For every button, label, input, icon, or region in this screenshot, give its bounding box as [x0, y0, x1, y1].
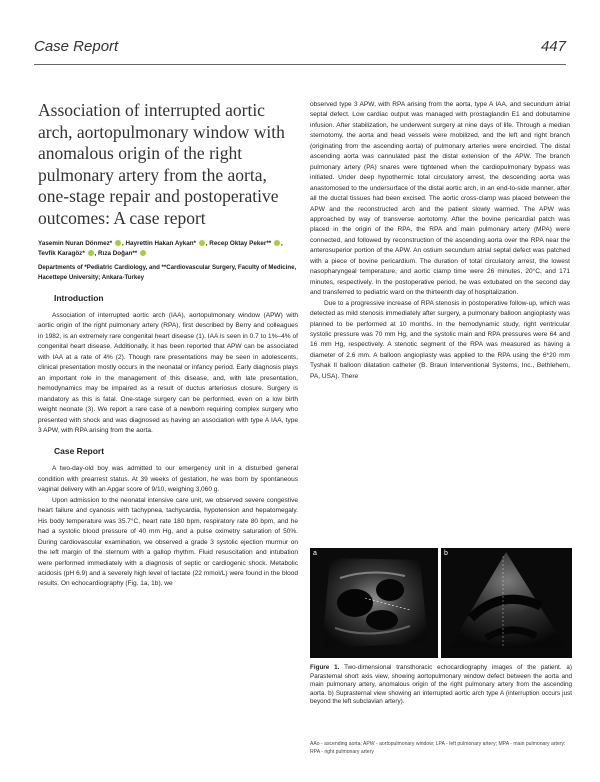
author: Rıza Doğan** — [98, 250, 138, 257]
echo-image-b-graphic — [441, 548, 572, 658]
case-report-heading: Case Report — [54, 446, 105, 457]
orcid-icon[interactable] — [140, 250, 146, 256]
figure-caption-text: Two-dimensional transthoracic echocardiography images of the patient. a) Parasternal short axis view, showing aortopulmonary window defect between the aorta and main pulmonary artery, anomalous origin of the right pulmonary artery from the ascending aorta. b) Suprasternal view showing an interrupted aortic arch type A (interruption occurs just beyond the left subclavian artery). — [310, 664, 572, 706]
figure-label: Figure 1. — [310, 664, 340, 671]
left-column — [38, 100, 298, 590]
author: Hayrettin Hakan Aykan* — [125, 240, 197, 247]
case-paragraph: Due to a progressive increase of RPA stenosis in postoperative follow-up, which was detected as mild stenosis immediately after surgery, a pulmonary balloon angioplasty was planned to be performed at 10 months. In the hemodynamic study, right ventricular systolic pressure was 70 mm Hg, and the systolic main and RPA pressures were 64 and 16 mm Hg, respectively. A stenotic segment of the RPA was measured as having a diameter of 2.6 mm. A balloon angioplasty was applied to the RPA using the 6*20 mm Tyshak II balloon dilatation catheter (B. Braun Interventional Systems, Inc., Bethlehem, PA, USA). There — [310, 299, 570, 380]
page-number: 447 — [540, 38, 566, 55]
article-title: Association of interrupted aortic arch, aortopulmonary window with anomalous origin of the right pulmonary artery from the aorta, one-stage repair and postoperative outcomes: A case report — [38, 100, 285, 228]
echo-image-suprasternal — [441, 548, 572, 658]
author: Recep Oktay Peker** — [209, 240, 272, 247]
echo-image-a-graphic — [310, 548, 438, 658]
case-paragraph: A two-day-old boy was admitted to our emergency unit in a disturbed general condition with prearrest status. At 39 weeks of gestation, he was born by spontaneous vaginal delivery with an Apgar score of 9/10, weighing 3,060 g. — [38, 465, 298, 494]
case-paragraph: Upon admission to the neonatal intensive care unit, we observed severe congestive heart failure and cyanosis with tachypnea, tachycardia, hypotension and hepatomegaly. His body temperature was 35.7°C, heart rate 180 bpm, respiratory rate 80 bpm, and he had a systolic blood pressure of 40 mm Hg, and a pulse oximetry saturation of 50%. During cardiovascular examination, we observed a grade 3 systolic ejection murmur on the left margin of the sternum with a gallop rhythm. Fluid resuscitation and intubation were performed immediately with a diagnosis of septic or cardiogenic shock. Metabolic acidosis (pH 6.9) and a severely high level of lactate (22 mmol/L) were found in the blood results. On echocardiography (Fig. 1a, 1b), we — [38, 496, 298, 588]
panel-letter-b: b — [444, 550, 448, 557]
affiliation: Departments of *Pediatric Cardiology, and **Cardiovascular Surgery, Faculty of Medicine, Hacettepe University; Ankara-Turkey — [38, 264, 297, 281]
header-rule — [34, 64, 566, 65]
orcid-icon[interactable] — [115, 240, 121, 246]
panel-letter-a: a — [313, 550, 317, 557]
author-list: Yasemin Nuran Dönmez* , Hayrettin Hakan Aykan* , Recep Oktay Peker** , Tevfik Karagöz* , Rıza Doğan** — [38, 240, 283, 257]
section-label: Case Report — [34, 38, 119, 55]
figure-caption — [310, 664, 572, 707]
orcid-icon[interactable] — [199, 240, 205, 246]
right-column — [310, 100, 570, 382]
introduction-heading: Introduction — [54, 293, 104, 303]
author: Tevfik Karagöz* — [38, 250, 85, 257]
case-paragraph-continued: observed type 3 APW, with RPA arising from the aorta, type A IAA, and secundum atrial septal defect. Low cardiac output was managed with prostaglandin E1 and dobutamine infusion. After stabilization, he underwent surgery at nine days of life. Through a median sternotomy, the aorta and head vessels were mobilized, and the left and right branch (originating from the ascending aorta) of pulmonary arteries were encircled. The distal ascending aorta was cannulated past the distal extension of the APW. The branch pulmonary artery (PA) snares were tightened when the cardiopulmonary bypass was initiated. Under deep hypothermic total circulatory arrest, the descending aorta was anastomosed to the undersurface of the distal aortic arch, in an end-to-side manner, after all the ductal tissues had been excised. The aortic cross-clamp was placed between the APW and the reconstructed arch and the patient slowly warmed. The APW was approached by way of transverse aortotomy. After the bovine pericardial patch was placed in the origin of the RPA, the RPA and main pulmonary artery (MPA) were connected, and followed by reconstruction of the ascending aorta over the RPA near the anterosuperior portion of the APW. An ostium secundum atrial septal defect was patched with a piece of bovine pericardium. The duration of total circulatory arrest, the lowest nasopharyngeal temperature, and aortic clamp time were 26 minutes, 20°C, and 171 minutes, respectively. In the postoperative period, he was extubated on the second day and transferred to pediatric ward on the thirteenth day of hospitalization. — [310, 101, 570, 297]
author: Yasemin Nuran Dönmez* — [38, 240, 113, 247]
figure-abbreviations: AAo - ascending aorta; APW - aortopulmonary window; LPA - left pulmonary artery; MPA - main pulmonary artery; RPA - right pulmonary artery — [310, 741, 566, 755]
introduction-paragraph: Association of interrupted aortic arch (IAA), aortopulmonary window (APW) with aortic origin of the right pulmonary artery (RPA), first described by Berry and colleagues in 1982, is an extremely rare congenital heart disease (1). IAA is seen in 0.7 to 1%–4% of congenital heart disease. Additionally, it has been reported that APW can be associated with IAA at a rate of 4% (2). Though rare presentations may be seen in adolescents, clinical presentation mostly occurs in the neonatal or infancy period. Early diagnosis plays an important role in the management of this disease, and, with late presentation, hemodynamics may be impaired as a result of ductus arteriosus closure. Surgery is mandatory as this is fatal. One-stage surgery can be performed, even on a low birth weight neonate (3). We report a rare case of a newborn requiring complex surgery who presented with shock and was diagnosed as having an association with type A IAA, type 3 APW, with RPA arising from the aorta. — [38, 312, 298, 434]
orcid-icon[interactable] — [274, 240, 280, 246]
echo-image-parasternal — [310, 548, 438, 658]
orcid-icon[interactable] — [88, 250, 94, 256]
page-header — [34, 28, 566, 68]
echocardiography-figure — [310, 548, 572, 658]
